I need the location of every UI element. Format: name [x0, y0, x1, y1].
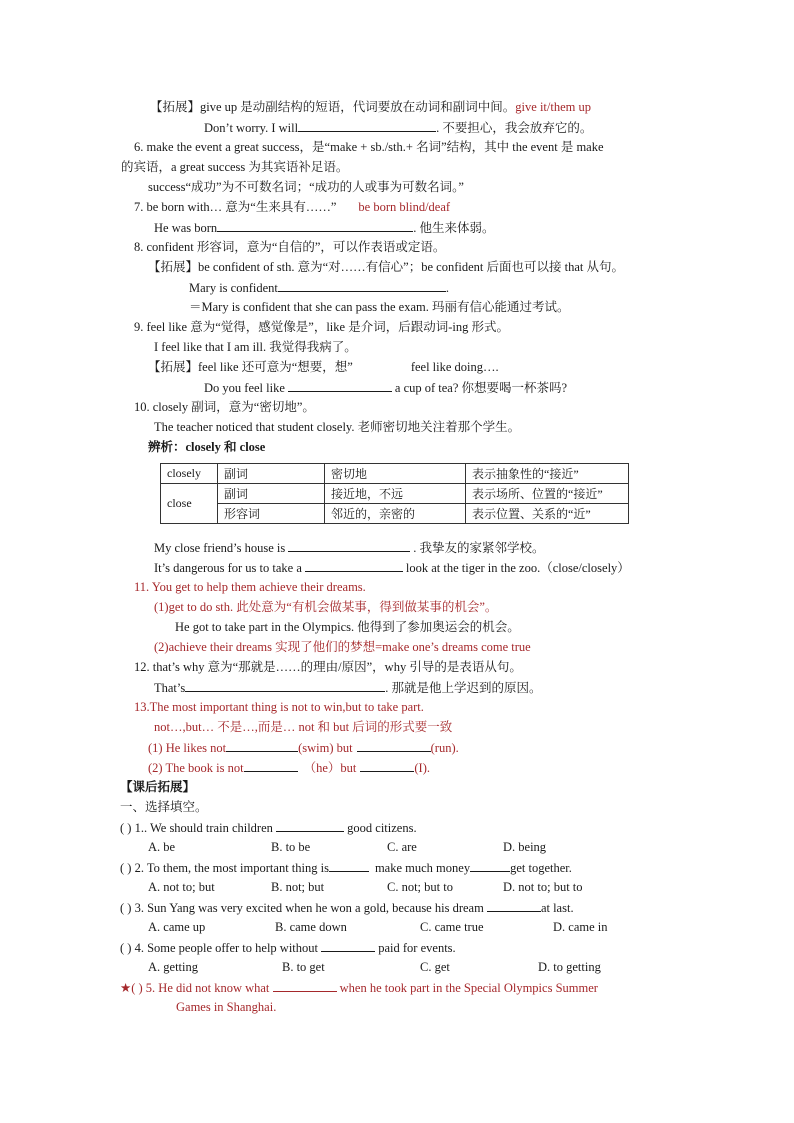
- note-text: feel like doing….: [410, 360, 499, 374]
- note-line-14: [148, 359, 499, 375]
- note-line-16: 10. closely 副词，意为“密切地”。: [134, 400, 315, 414]
- question-stem: ( ) 2. To them, the most important thing is: [120, 861, 329, 875]
- star-icon: ★: [120, 981, 132, 995]
- note-line-19: [154, 539, 545, 556]
- answer-blank[interactable]: [288, 379, 392, 392]
- sentence-post: . 那就是他上学迟到的原因。: [385, 681, 542, 695]
- note-line-10: [189, 279, 449, 296]
- note-line-28: not…,but… 不是…,而是… not 和 but 后词的形式要一致: [154, 720, 453, 734]
- note-line-3: 6. make the event a great success，是“make + sb./sth.+ 名词”结构，其中 the event 是 make: [134, 140, 604, 154]
- table-row: [161, 464, 629, 484]
- option-a[interactable]: A. be: [148, 840, 176, 854]
- answer-blank[interactable]: [487, 899, 541, 912]
- question-tail: paid for events.: [378, 941, 456, 955]
- answer-blank[interactable]: [244, 759, 298, 772]
- option-b[interactable]: B. not; but: [271, 880, 325, 894]
- table-cell: 邻近的，亲密的: [325, 504, 466, 524]
- note-line-7: [154, 219, 494, 236]
- note-line-29: [148, 739, 459, 756]
- table-cell: close: [161, 484, 218, 524]
- note-line-21: 11. You get to help them achieve their dreams.: [134, 580, 366, 594]
- option-c[interactable]: C. came true: [420, 920, 484, 934]
- question-stem: ( ) 1.. We should train children: [120, 821, 273, 835]
- sentence-mid: (swim) but: [298, 741, 353, 755]
- note-line-22: (1)get to do sth. 此处意为“有机会做某事，得到做某事的机会”。: [154, 600, 498, 614]
- sentence-pre: (2) The book is not: [148, 761, 244, 775]
- sentence-post: . 我挚友的家紧邻学校。: [413, 541, 545, 555]
- table-row: [161, 504, 629, 524]
- note-line-25: 12. that’s why 意为“那就是……的理由/原因”，why 引导的是表语从句。: [134, 660, 522, 674]
- note-line-13: I feel like that I am ill. 我觉得我病了。: [154, 340, 357, 354]
- option-d[interactable]: D. came in: [553, 920, 608, 934]
- answer-blank[interactable]: [305, 559, 403, 572]
- note-red: give it/them up: [515, 100, 591, 114]
- sentence-post: . 他生来体弱。: [413, 221, 495, 235]
- note-line-4: 的宾语，a great success 为其宾语补足语。: [121, 160, 349, 174]
- sentence-post: (I).: [414, 761, 430, 775]
- tag-extension: 【拓展】: [150, 100, 201, 114]
- note-line-5: success“成功”为不可数名词；“成功的人或事为可数名词。”: [148, 180, 464, 194]
- section-title: 一、选择填空。: [120, 800, 208, 814]
- answer-blank[interactable]: [470, 859, 510, 872]
- note-line-30: [148, 759, 430, 776]
- sentence-pre: My close friend’s house is: [154, 541, 286, 555]
- question-5-continuation: Games in Shanghai.: [176, 1000, 277, 1014]
- answer-blank[interactable]: [276, 819, 344, 832]
- note-line-27: 13.The most important thing is not to win,but to take part.: [134, 700, 424, 714]
- sentence-post: (run).: [430, 741, 459, 755]
- question-stem: ( ) 4. Some people offer to help without: [120, 941, 318, 955]
- sentence-post: .: [445, 281, 449, 295]
- sentence-pre: He was born: [154, 221, 218, 235]
- note-line-12: 9. feel like 意为“觉得，感觉像是”，like 是介词，后跟动词-ing 形式。: [134, 320, 509, 334]
- sentence-pre: Do you feel like: [204, 381, 285, 395]
- answer-blank[interactable]: [329, 859, 369, 872]
- answer-blank[interactable]: [226, 739, 298, 752]
- sentence-mid: （he）but: [303, 761, 357, 775]
- sentence-post: . 不要担心，我会放弃它的。: [436, 121, 593, 135]
- option-c[interactable]: C. are: [387, 840, 417, 854]
- table-cell: 副词: [218, 484, 325, 504]
- section-header: 【课后拓展】: [120, 780, 196, 794]
- table-cell: 形容词: [218, 504, 325, 524]
- answer-blank[interactable]: [288, 539, 410, 552]
- note-text: 【拓展】feel like 还可意为“想要，想”: [148, 360, 353, 374]
- note-line-11: ＝Mary is confident that she can pass the exam. 玛丽有信心能通过考试。: [189, 300, 570, 314]
- answer-blank[interactable]: [273, 979, 337, 992]
- option-b[interactable]: B. came down: [275, 920, 347, 934]
- table-cell: 表示场所、位置的“接近”: [466, 484, 629, 504]
- note-text: 7. be born with… 意为“生来具有……”: [134, 200, 337, 214]
- answer-blank[interactable]: [298, 119, 436, 132]
- note-line-24: (2)achieve their dreams 实现了他们的梦想=make one’s dreams come true: [154, 640, 531, 654]
- answer-blank[interactable]: [357, 739, 431, 752]
- option-c[interactable]: C. get: [420, 960, 450, 974]
- table-cell: 表示抽象性的“接近”: [466, 464, 629, 484]
- sentence-post: a cup of tea? 你想要喝一杯茶吗?: [394, 381, 568, 395]
- option-b[interactable]: B. to get: [282, 960, 325, 974]
- note-line-17: The teacher noticed that student closely. 老师密切地关注着那个学生。: [154, 420, 521, 434]
- sentence-pre: (1) He likes not: [148, 741, 227, 755]
- answer-blank[interactable]: [217, 219, 413, 232]
- option-a[interactable]: A. getting: [148, 960, 198, 974]
- note-line-20: [154, 559, 630, 576]
- note-line-8: 8. confident 形容词，意为“自信的”，可以作表语或定语。: [134, 240, 446, 254]
- table-cell: 副词: [218, 464, 325, 484]
- note-text: give up 是动副结构的短语，代词要放在动词和副词中间。: [200, 100, 516, 114]
- note-line-26: [154, 679, 542, 696]
- answer-blank[interactable]: [278, 279, 446, 292]
- sentence-pre: Don’t worry. I will: [204, 121, 299, 135]
- answer-blank[interactable]: [185, 679, 385, 692]
- option-a[interactable]: A. not to; but: [148, 880, 215, 894]
- question-mid: make much money: [374, 861, 471, 875]
- table-cell: 密切地: [325, 464, 466, 484]
- question-stem: ( ) 5. He did not know what: [131, 981, 270, 995]
- note-line-15: [204, 379, 567, 396]
- question-3: [120, 899, 574, 916]
- answer-blank[interactable]: [321, 939, 375, 952]
- option-d[interactable]: D. not to; but to: [503, 880, 583, 894]
- comparison-heading: 辨析：closely 和 close: [148, 440, 266, 454]
- option-d[interactable]: D. being: [503, 840, 547, 854]
- question-5: [120, 979, 598, 996]
- answer-blank[interactable]: [360, 759, 414, 772]
- question-tail: when he took part in the Special Olympics Summer: [339, 981, 598, 995]
- table-cell: closely: [161, 464, 218, 484]
- note-line-6: [134, 199, 450, 215]
- comparison-table: [160, 463, 629, 524]
- question-4: [120, 939, 456, 956]
- option-a[interactable]: A. came up: [148, 920, 206, 934]
- question-tail: good citizens.: [347, 821, 417, 835]
- option-c[interactable]: C. not; but to: [387, 880, 453, 894]
- note-line-9: 【拓展】be confident of sth. 意为“对……有信心”；be confident 后面也可以接 that 从句。: [148, 260, 624, 274]
- sentence-post: look at the tiger in the zoo.（close/closely）: [405, 561, 630, 575]
- table-row: [161, 484, 629, 504]
- question-tail: get together.: [510, 861, 572, 875]
- question-tail: at last.: [540, 901, 574, 915]
- note-line-23: He got to take part in the Olympics. 他得到了参加奥运会的机会。: [175, 620, 520, 634]
- sentence-pre: It’s dangerous for us to take a: [154, 561, 302, 575]
- question-2: [120, 859, 572, 876]
- sentence-pre: That’s: [154, 681, 186, 695]
- note-line-1: [150, 99, 591, 115]
- question-1: [120, 819, 417, 836]
- note-line-2: [204, 119, 592, 136]
- table-cell: 表示位置、关系的“近”: [466, 504, 629, 524]
- question-stem: ( ) 3. Sun Yang was very excited when he won a gold, because his dream: [120, 901, 484, 915]
- option-d[interactable]: D. to getting: [538, 960, 601, 974]
- sentence-pre: Mary is confident: [189, 281, 278, 295]
- note-red: be born blind/deaf: [358, 200, 451, 214]
- table-cell: 接近地，不远: [325, 484, 466, 504]
- option-b[interactable]: B. to be: [271, 840, 311, 854]
